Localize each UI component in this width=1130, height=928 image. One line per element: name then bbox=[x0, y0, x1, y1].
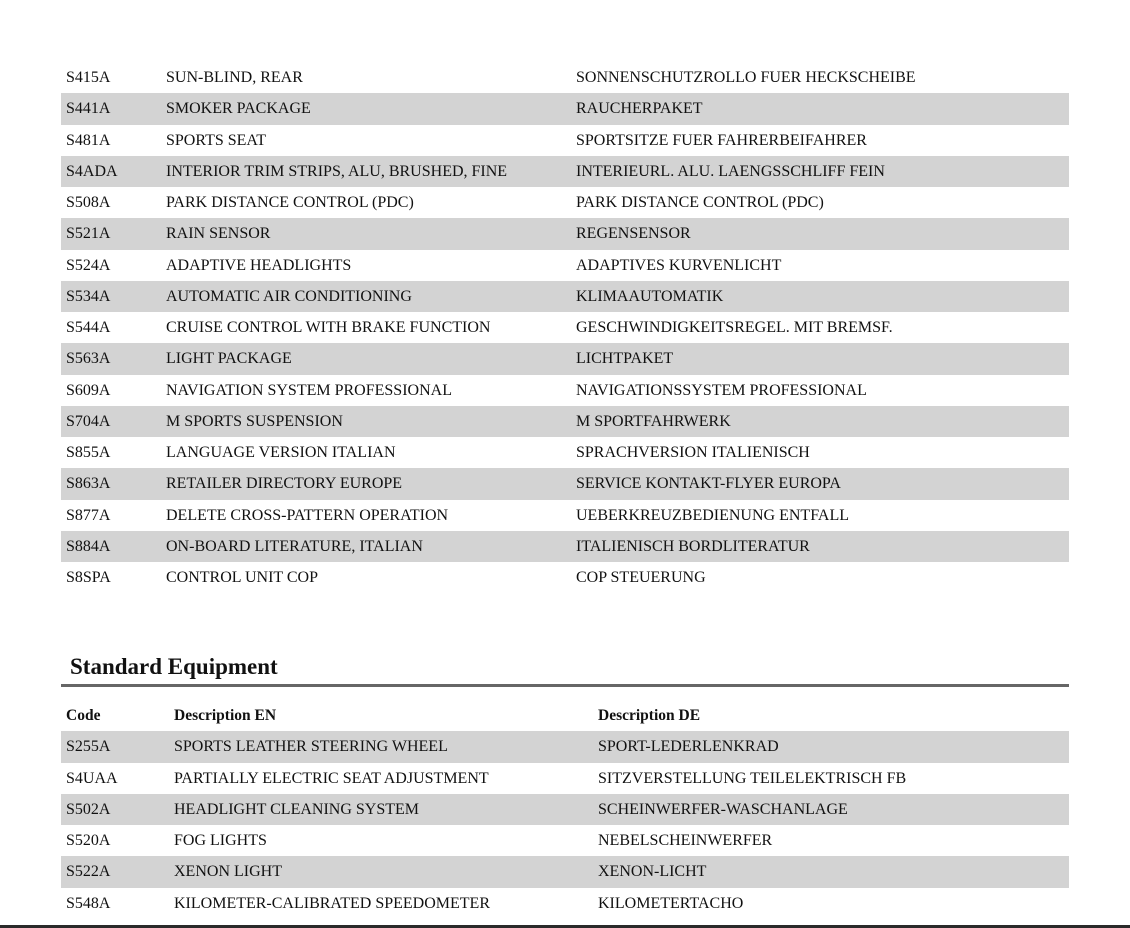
description-en-cell: ON-BOARD LITERATURE, ITALIAN bbox=[166, 537, 423, 555]
code-cell: S4ADA bbox=[66, 162, 118, 180]
description-de-cell: KLIMAAUTOMATIK bbox=[576, 287, 724, 305]
description-en-cell: SUN-BLIND, REAR bbox=[166, 69, 303, 86]
description-en-cell: LIGHT PACKAGE bbox=[166, 350, 292, 368]
table-row bbox=[61, 187, 1069, 218]
column-header-code: Code bbox=[66, 707, 101, 724]
description-en-cell: M SPORTS SUSPENSION bbox=[166, 412, 343, 430]
table-row bbox=[61, 731, 1069, 762]
description-de-cell: GESCHWINDIGKEITSREGEL. MIT BREMSF. bbox=[576, 319, 893, 336]
table-row bbox=[61, 437, 1069, 468]
code-cell: S863A bbox=[66, 475, 111, 493]
table-header-row bbox=[61, 700, 1069, 731]
description-en-cell: XENON LIGHT bbox=[174, 863, 282, 881]
description-en-cell: DELETE CROSS-PATTERN OPERATION bbox=[166, 506, 449, 524]
section-divider bbox=[61, 684, 1069, 687]
column-header-description-en: Description EN bbox=[174, 707, 277, 724]
table-row bbox=[61, 93, 1069, 124]
section-title: Standard Equipment bbox=[70, 654, 278, 679]
description-en-cell: RETAILER DIRECTORY EUROPE bbox=[166, 475, 403, 493]
description-en-cell: AUTOMATIC AIR CONDITIONING bbox=[166, 287, 412, 305]
description-de-cell: SONNENSCHUTZROLLO FUER HECKSCHEIBE bbox=[576, 69, 916, 86]
table-row bbox=[61, 125, 1069, 156]
code-cell: S534A bbox=[66, 287, 111, 305]
description-de-cell: SPORT-LEDERLENKRAD bbox=[598, 738, 779, 756]
code-cell: S884A bbox=[66, 537, 111, 555]
description-en-cell: SMOKER PACKAGE bbox=[166, 100, 311, 118]
description-de-cell: M SPORTFAHRWERK bbox=[576, 412, 731, 430]
table-row bbox=[61, 406, 1069, 437]
description-de-cell: ITALIENISCH BORDLITERATUR bbox=[576, 537, 810, 555]
table-row bbox=[61, 825, 1069, 856]
code-cell: S522A bbox=[66, 863, 111, 881]
table-row bbox=[61, 888, 1069, 919]
code-cell: S481A bbox=[66, 131, 111, 149]
code-cell: S609A bbox=[66, 381, 111, 399]
description-en-cell: CRUISE CONTROL WITH BRAKE FUNCTION bbox=[166, 319, 491, 336]
code-cell: S544A bbox=[66, 319, 111, 336]
code-cell: S255A bbox=[66, 738, 111, 756]
code-cell: S4UAA bbox=[66, 769, 118, 787]
code-cell: S415A bbox=[66, 69, 111, 86]
standard-equipment-table bbox=[61, 700, 1069, 919]
code-cell: S508A bbox=[66, 194, 111, 211]
description-de-cell: RAUCHERPAKET bbox=[576, 100, 703, 118]
description-de-cell: XENON-LICHT bbox=[598, 863, 707, 881]
table-row bbox=[61, 218, 1069, 249]
column-header-description-de: Description DE bbox=[598, 707, 701, 724]
options-table bbox=[61, 62, 1069, 593]
description-en-cell: RAIN SENSOR bbox=[166, 225, 271, 243]
code-cell: S524A bbox=[66, 256, 111, 274]
table-row bbox=[61, 281, 1069, 312]
table-row bbox=[61, 562, 1069, 593]
description-de-cell: PARK DISTANCE CONTROL (PDC) bbox=[576, 194, 824, 211]
description-en-cell: CONTROL UNIT COP bbox=[166, 569, 319, 586]
description-de-cell: NEBELSCHEINWERFER bbox=[598, 832, 773, 849]
description-de-cell: INTERIEURL. ALU. LAENGSSCHLIFF FEIN bbox=[576, 162, 885, 180]
code-cell: S704A bbox=[66, 412, 111, 430]
description-de-cell: SCHEINWERFER-WASCHANLAGE bbox=[598, 800, 848, 818]
description-en-cell: SPORTS SEAT bbox=[166, 131, 266, 149]
table-row bbox=[61, 312, 1069, 343]
table-row bbox=[61, 156, 1069, 187]
table-row bbox=[61, 794, 1069, 825]
description-en-cell: INTERIOR TRIM STRIPS, ALU, BRUSHED, FINE bbox=[166, 162, 508, 180]
code-cell: S502A bbox=[66, 800, 111, 818]
description-de-cell: NAVIGATIONSSYSTEM PROFESSIONAL bbox=[576, 381, 867, 399]
code-cell: S520A bbox=[66, 832, 111, 849]
table-row bbox=[61, 856, 1069, 887]
table-row bbox=[61, 62, 1069, 93]
code-cell: S563A bbox=[66, 350, 111, 368]
code-cell: S877A bbox=[66, 506, 111, 524]
table-row bbox=[61, 375, 1069, 406]
description-de-cell: SPRACHVERSION ITALIENISCH bbox=[576, 444, 810, 461]
description-de-cell: COP STEUERUNG bbox=[576, 569, 706, 586]
description-en-cell: HEADLIGHT CLEANING SYSTEM bbox=[174, 800, 420, 818]
table-row bbox=[61, 531, 1069, 562]
description-de-cell: LICHTPAKET bbox=[576, 350, 674, 368]
description-en-cell: PARK DISTANCE CONTROL (PDC) bbox=[166, 194, 414, 211]
table-row bbox=[61, 343, 1069, 374]
description-en-cell: PARTIALLY ELECTRIC SEAT ADJUSTMENT bbox=[174, 769, 489, 787]
description-en-cell: ADAPTIVE HEADLIGHTS bbox=[166, 256, 352, 274]
table-row bbox=[61, 250, 1069, 281]
description-de-cell: KILOMETERTACHO bbox=[598, 894, 744, 912]
description-en-cell: FOG LIGHTS bbox=[174, 832, 267, 849]
table-row bbox=[61, 763, 1069, 794]
description-en-cell: KILOMETER-CALIBRATED SPEEDOMETER bbox=[174, 894, 490, 912]
description-en-cell: LANGUAGE VERSION ITALIAN bbox=[166, 444, 396, 461]
description-de-cell: REGENSENSOR bbox=[576, 225, 691, 243]
code-cell: S855A bbox=[66, 444, 111, 461]
description-de-cell: ADAPTIVES KURVENLICHT bbox=[576, 256, 782, 274]
description-de-cell: SERVICE KONTAKT-FLYER EUROPA bbox=[576, 475, 841, 493]
description-de-cell: SITZVERSTELLUNG TEILELEKTRISCH FB bbox=[598, 769, 907, 787]
code-cell: S441A bbox=[66, 100, 111, 118]
description-en-cell: NAVIGATION SYSTEM PROFESSIONAL bbox=[166, 381, 452, 399]
description-de-cell: SPORTSITZE FUER FAHRERBEIFAHRER bbox=[576, 131, 867, 149]
description-de-cell: UEBERKREUZBEDIENUNG ENTFALL bbox=[576, 506, 850, 524]
code-cell: S8SPA bbox=[66, 569, 111, 586]
table-row bbox=[61, 468, 1069, 499]
code-cell: S548A bbox=[66, 894, 111, 912]
description-en-cell: SPORTS LEATHER STEERING WHEEL bbox=[174, 738, 448, 756]
table-row bbox=[61, 500, 1069, 531]
code-cell: S521A bbox=[66, 225, 111, 243]
